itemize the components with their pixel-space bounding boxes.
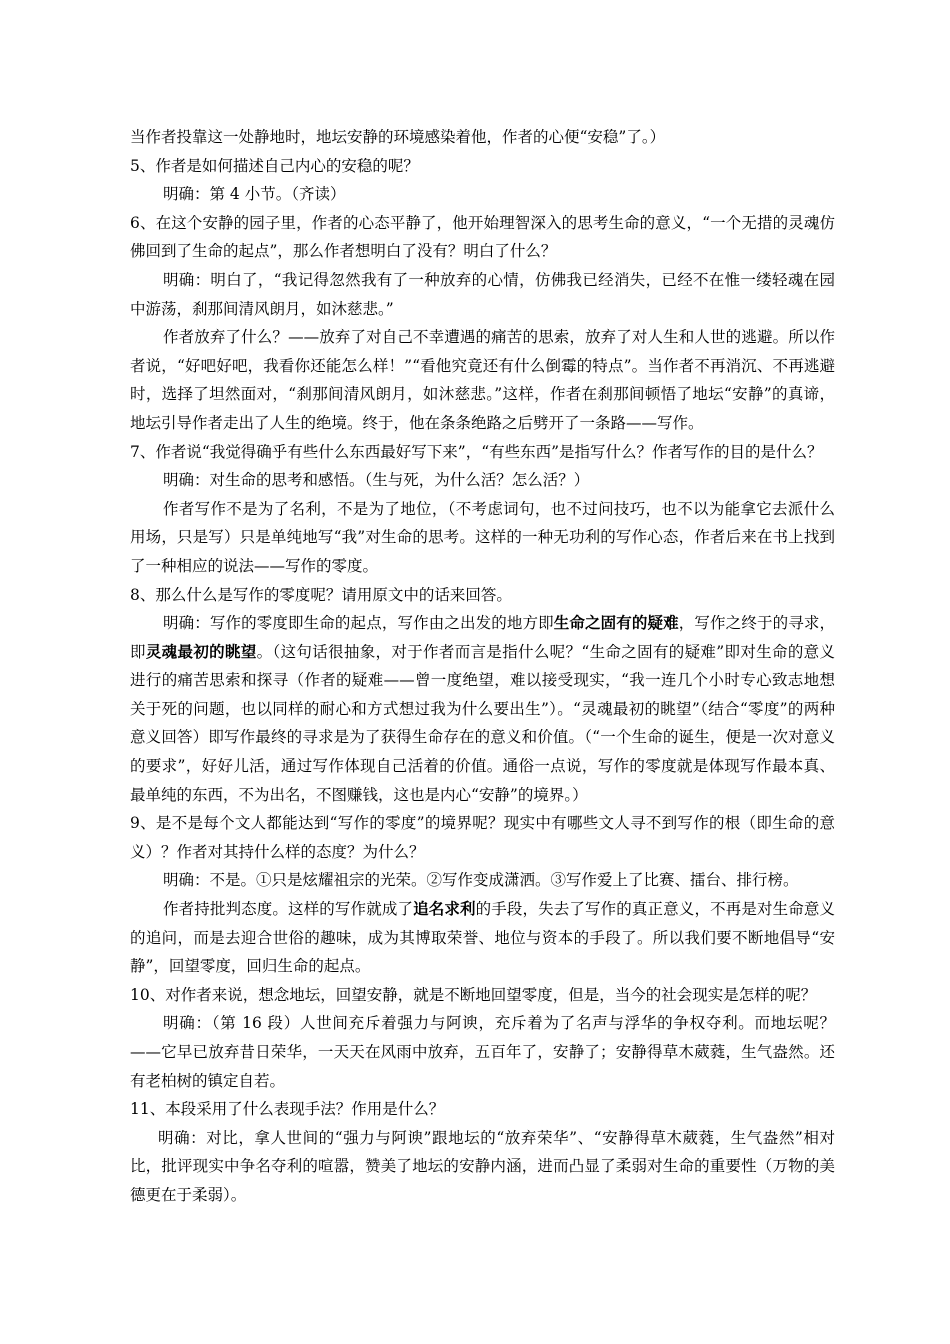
answer-11 [130,1124,835,1210]
paragraph [130,123,835,152]
paragraph-text: 7、作者说“我觉得确乎有些什么东西最好写下来”，“有些东西”是指写什么？作者写作的目的是什么？ [130,442,823,461]
paragraph-text: 的手段，失去了写作的真正意义，不再是对生命意义的追问，而是去迎合世俗的趣味，成为其博取荣誉、地位与资本的手段了。所以我们要不断地倡导“安静”，回望零度，回归生命的起点。 [130,900,835,976]
answer-8 [130,609,835,809]
answer-9 [130,866,835,895]
explanation-9 [130,895,835,981]
question-6 [130,209,835,266]
question-7 [130,438,835,467]
paragraph-text: 作者放弃了什么？——放弃了对自己不幸遭遇的痛苦的思索，放弃了对人生和人世的逃避。所以作者说，“好吧好吧，我看你还能怎么样！”“看他究竟还有什么倒霉的特点”。当作者不再消沉、不再逃避时，选择了坦然面对，“刹那间清风朗月，如沐慈悲。”这样，作者在刹那间顿悟了地坛“安静”的真谛，地坛引导作者走出了人生的绝境。终于，他在条条绝路之后劈开了一条路——写作。 [130,328,835,432]
answer-7 [130,466,835,495]
paragraph-text: 11、本段采用了什么表现手法？作用是什么？ [130,1100,445,1119]
document-page [130,123,835,1210]
paragraph-text: ，写作之终于的寻求，即 [130,614,835,661]
answer-10 [130,1009,835,1095]
paragraph-text: 5、作者是如何描述自己内心的安稳的呢？ [130,156,419,175]
bold-phrase: 追名求利 [413,900,476,919]
bold-phrase: 灵魂最初的眺望 [145,642,257,661]
question-9 [130,809,835,866]
paragraph-text: 作者持批判态度。这样的写作就成了 [163,900,414,919]
paragraph-text: 6、在这个安静的园子里，作者的心态平静了，他开始理智深入的思考生命的意义，“一个无措的灵魂仿佛回到了生命的起点”，那么作者想明白了没有？明白了什么？ [130,213,835,261]
answer-6 [130,266,835,323]
question-11 [130,1095,835,1124]
paragraph-text: 明确：写作的零度即生命的起点，写作由之出发的地方即 [163,614,554,633]
paragraph-text: 9、是不是每个文人都能达到“写作的零度”的境界呢？现实中有哪些文人寻不到写作的根（即生命的意义）？作者对其持什么样的态度？为什么？ [130,814,835,861]
paragraph-text: 当作者投靠这一处静地时，地坛安静的环境感染着他，作者的心便“安稳”了。） [130,128,666,146]
paragraph-text: 。（这句话很抽象，对于作者而言是指什么呢？“生命之固有的疑难”即对生命的意义进行的痛苦思索和探寻（作者的疑难——曾一度绝望，难以接受现实，“我一连几个小时专心致志地想关于死的问题，也以同样的耐心和方式想过我为什么要出生”）。“灵魂最初的眺望”（结合“零度”的两种意义回答）即写作最终的寻求是为了获得生命存在的意义和价值。（“一个生命的诞生，便是一次对意义的要求”，好好儿活，通过写作体现自己活着的价值。通俗一点说，写作的零度就是体现写作最本真、最单纯的东西，不为出名，不图赚钱，这也是内心“安静”的境界。） [130,642,835,804]
paragraph-text: 明确：明白了，“我记得忽然我有了一种放弃的心情，仿佛我已经消失，已经不在惟一缕轻魂在园中游荡，刹那间清风朗月，如沐慈悲。” [130,270,835,318]
explanation-7 [130,495,835,581]
paragraph-text: 明确：第 4 小节。（齐读） [163,185,346,204]
paragraph-text: 明确：对比，拿人世间的“强力与阿谀”跟地坛的“放弃荣华”、“安静得草木葳蕤，生气盎然”相对比，批评现实中争名夺利的喧嚣，赞美了地坛的安静内涵，进而凸显了柔弱对生命的重要性（万物的美德更在于柔弱）。 [130,1128,835,1204]
question-8 [130,581,835,610]
paragraph-text: 8、那么什么是写作的零度呢？请用原文中的话来回答。 [130,585,512,604]
explanation-6 [130,323,835,437]
question-5 [130,152,835,181]
paragraph-text: 10、对作者来说，想念地坛，回望安静，就是不断地回望零度，但是，当今的社会现实是怎样的呢？ [130,985,817,1004]
question-10 [130,981,835,1010]
paragraph-text: 明确：（第 16 段）人世间充斥着强力与阿谀，充斥着为了名声与浮华的争权夺利。而地坛呢？——它早已放弃昔日荣华，一天天在风雨中放弃，五百年了，安静了；安静得草木葳蕤，生气盎然。还有老柏树的镇定自若。 [130,1014,835,1090]
bold-phrase: 生命之固有的疑难 [553,614,679,633]
paragraph-text: 作者写作不是为了名利，不是为了地位，（不考虑词句，也不过问技巧，也不以为能拿它去派什么用场，只是写）只是单纯地写“我”对生命的思考。这样的一种无功利的写作心态，作者后来在书上找到了一种相应的说法——写作的零度。 [130,499,835,575]
answer-5 [130,180,835,209]
paragraph-text: 明确：不是。①只是炫耀祖宗的光荣。②写作变成潇洒。③写作爱上了比赛、擂台、排行榜。 [163,871,799,890]
paragraph-text: 明确：对生命的思考和感悟。（生与死，为什么活？怎么活？） [163,471,590,490]
